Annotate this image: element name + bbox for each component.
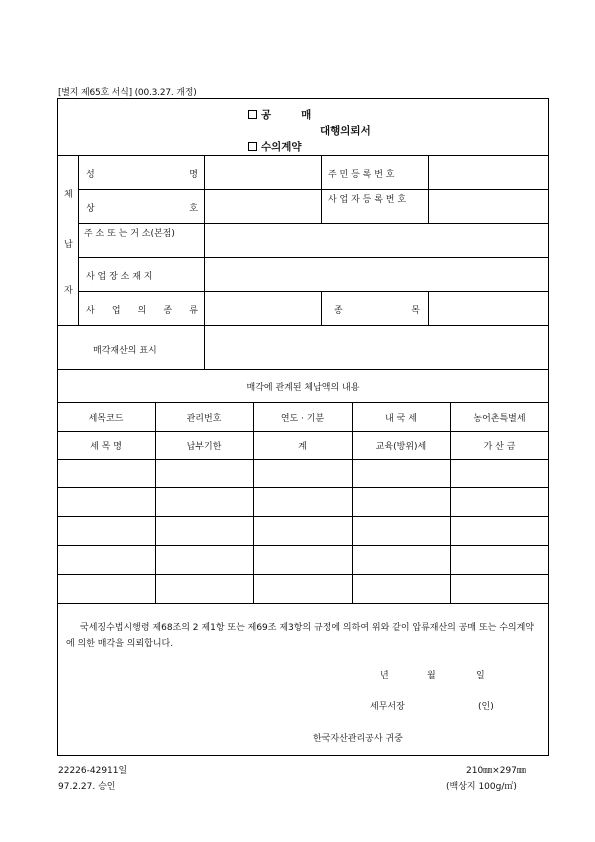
rule <box>57 487 549 488</box>
title-line-3: 수의계약 <box>248 139 302 154</box>
title-line-2: 대행의뢰서 <box>320 125 371 137</box>
item-field[interactable] <box>429 292 548 324</box>
address-label: 주 소 또 는 거 소(본점) <box>84 229 175 239</box>
header-tax-code: 세목코드 <box>88 414 124 424</box>
tax-section-title: 매각에 관계된 체납액의 내용 <box>246 383 360 393</box>
header-mgmt-no: 관리번호 <box>186 414 222 424</box>
rule <box>78 155 79 325</box>
side-label-1: 체 <box>64 190 73 200</box>
resident-no-label: 주 민 등 록 번 호 <box>328 170 395 180</box>
property-field[interactable] <box>205 326 548 368</box>
footer-approval: 97.2.27. 승인 <box>58 782 116 792</box>
rule <box>321 155 322 223</box>
business-type-label: 사 업 의 종 류 <box>86 306 198 316</box>
seal-label: (인) <box>478 702 494 712</box>
statement-text: 국세징수법시행령 제68조의 2 제1항 또는 제69조 제3항의 규정에 의하여 위와 같이 압류재산의 공매 또는 수의계약에 의한 매각을 의뢰합니다. <box>66 623 534 649</box>
rule <box>57 545 549 546</box>
header-due-date: 납부기한 <box>186 442 222 452</box>
header-education-tax: 교육(방위)세 <box>375 442 427 452</box>
rule <box>253 402 254 603</box>
business-place-label: 사 업 장 소 재 지 <box>86 272 153 282</box>
business-reg-no-field[interactable] <box>429 190 548 222</box>
date-day-label: 일 <box>476 671 485 681</box>
item-label: 종 목 <box>334 306 420 316</box>
trade-name-field[interactable] <box>205 190 320 222</box>
rule <box>57 402 549 403</box>
date-year-label: 년 <box>380 671 389 681</box>
date-month-label: 월 <box>427 671 436 681</box>
rule <box>450 402 451 603</box>
business-place-field[interactable] <box>205 258 548 290</box>
rule <box>57 516 549 517</box>
header-domestic-tax: 내 국 세 <box>385 414 417 424</box>
rule <box>57 431 549 432</box>
header-penalty: 가 산 금 <box>483 442 516 452</box>
form-header: [별지 제65호 서식] (00.3.27. 개정) <box>58 88 197 98</box>
office-label: 세무서장 <box>370 702 405 712</box>
rule <box>57 459 549 460</box>
footer-form-no: 22226-42911일 <box>58 766 128 776</box>
rule <box>155 402 156 603</box>
header-total: 계 <box>298 442 307 452</box>
rule <box>57 603 549 604</box>
business-reg-no-label: 사 업 자 등 록 번 호 <box>328 195 407 205</box>
footer-paper-type: (백상지 100g/㎡) <box>446 782 517 792</box>
checkbox-public-sale[interactable] <box>248 110 257 119</box>
property-label: 매각재산의 표시 <box>93 346 157 356</box>
rule <box>57 369 549 370</box>
header-tax-name: 세 목 명 <box>90 442 122 452</box>
header-rural-tax: 농어촌특별세 <box>473 414 526 424</box>
address-field[interactable] <box>205 224 548 256</box>
resident-no-field[interactable] <box>429 156 548 188</box>
name-field[interactable] <box>205 156 320 188</box>
rule <box>352 402 353 603</box>
title-line-1: 공 매 <box>248 107 311 122</box>
side-label-3: 자 <box>64 286 73 296</box>
recipient: 한국자산관리공사 귀중 <box>313 734 403 744</box>
header-year-period: 연도 · 기분 <box>280 414 325 424</box>
checkbox-private-contract[interactable] <box>248 142 257 151</box>
business-type-field[interactable] <box>205 292 320 324</box>
rule <box>57 574 549 575</box>
name-label: 성 명 <box>86 170 198 180</box>
trade-name-label: 상 호 <box>86 204 198 214</box>
footer-paper-size: 210㎜×297㎜ <box>466 766 526 776</box>
rule <box>321 291 322 325</box>
side-label-2: 납 <box>64 240 73 250</box>
